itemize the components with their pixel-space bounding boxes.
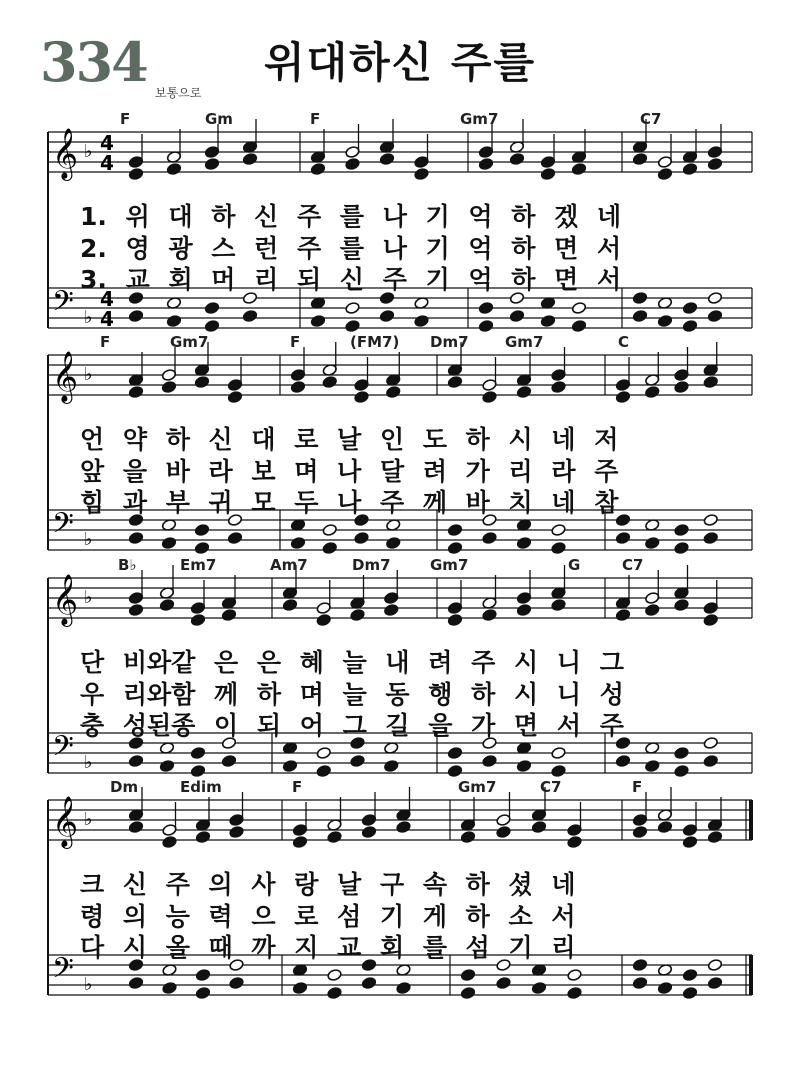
lyric-line: 1. 위 대 하 신 주 를 나 기 억 하 겠 네 bbox=[80, 202, 622, 231]
lyric-line: 2. 영 광 스 런 주 를 나 기 억 하 면 서 bbox=[80, 234, 622, 263]
lyric-line: 령 의 능 력 으 로 섬 기 게 하 소 서 bbox=[80, 902, 576, 931]
bass-note bbox=[703, 736, 718, 749]
bass-note bbox=[447, 541, 462, 554]
bass-note bbox=[674, 746, 689, 759]
bass-note bbox=[645, 536, 660, 549]
bass-note bbox=[703, 754, 718, 767]
bass-note bbox=[674, 764, 689, 777]
chord-symbol: C7 bbox=[540, 778, 562, 796]
key-flat-icon: ♭ bbox=[84, 587, 93, 608]
bass-note bbox=[128, 531, 143, 544]
bass-note bbox=[496, 976, 511, 989]
treble-note bbox=[447, 375, 462, 388]
bass-note bbox=[707, 309, 722, 322]
bass-clef-icon: 𝄢 bbox=[52, 730, 74, 770]
treble-note bbox=[447, 613, 462, 626]
treble-clef-icon: 𝄞 bbox=[52, 351, 79, 402]
lyric-line: 다 시 올 때 까 지 교 회 를 섬 기 리 bbox=[80, 933, 576, 962]
bass-note bbox=[195, 986, 210, 999]
treble-note bbox=[632, 152, 647, 165]
treble-note bbox=[674, 598, 689, 611]
treble-note bbox=[166, 162, 181, 175]
chord-symbol: (FM7) bbox=[350, 333, 400, 351]
chord-symbol: Dm7 bbox=[352, 556, 391, 574]
bass-note bbox=[460, 986, 475, 999]
treble-note bbox=[615, 390, 630, 403]
bass-note bbox=[161, 536, 176, 549]
chord-symbol: Edim bbox=[180, 778, 222, 796]
bass-note bbox=[478, 319, 493, 332]
bass-note bbox=[310, 314, 325, 327]
lyric-line: 힘 과 부 귀 모 두 나 주 께 바 치 네 참 bbox=[80, 488, 619, 517]
lyric-line: 충 성된종 이 되 어 그 길 을 가 면 서 주 bbox=[80, 711, 624, 740]
treble-note bbox=[707, 157, 722, 170]
bass-note bbox=[657, 981, 672, 994]
chord-symbol: Dm7 bbox=[430, 333, 469, 351]
bass-note bbox=[128, 309, 143, 322]
bass-note bbox=[379, 309, 394, 322]
chord-symbol: C7 bbox=[640, 110, 662, 128]
bass-note bbox=[703, 513, 718, 526]
treble-note bbox=[159, 598, 174, 611]
bass-note bbox=[567, 968, 582, 981]
treble-note bbox=[632, 825, 647, 838]
chord-symbol: Dm bbox=[110, 778, 139, 796]
treble-note bbox=[645, 603, 660, 616]
bass-note bbox=[447, 746, 462, 759]
treble-note bbox=[707, 830, 722, 843]
treble-note bbox=[128, 385, 143, 398]
treble-note bbox=[242, 152, 257, 165]
treble-note bbox=[361, 825, 376, 838]
treble-clef-icon: 𝄞 bbox=[52, 128, 79, 179]
bass-note bbox=[632, 976, 647, 989]
treble-clef-icon: 𝄞 bbox=[52, 574, 79, 625]
bass-note bbox=[194, 523, 209, 536]
bass-note bbox=[354, 531, 369, 544]
treble-note bbox=[531, 820, 546, 833]
treble-note bbox=[128, 820, 143, 833]
bass-note bbox=[190, 746, 205, 759]
treble-note bbox=[128, 167, 143, 180]
bass-note bbox=[386, 536, 401, 549]
bass-note bbox=[551, 746, 566, 759]
treble-note bbox=[227, 390, 242, 403]
chord-symbol: Em7 bbox=[180, 556, 217, 574]
bass-note bbox=[682, 968, 697, 981]
bass-note bbox=[531, 981, 546, 994]
bass-note bbox=[632, 291, 647, 304]
bass-note bbox=[707, 291, 722, 304]
bass-note bbox=[657, 314, 672, 327]
treble-note bbox=[516, 385, 531, 398]
bass-note bbox=[509, 309, 524, 322]
lyric-line: 크 신 주 의 사 랑 날 구 속 하 셨 네 bbox=[80, 870, 576, 899]
treble-note bbox=[682, 162, 697, 175]
chord-symbol: Gm7 bbox=[430, 556, 469, 574]
bass-note bbox=[674, 541, 689, 554]
treble-note bbox=[345, 157, 360, 170]
bass-note bbox=[516, 759, 531, 772]
key-flat-icon: ♭ bbox=[84, 529, 93, 550]
treble-note bbox=[682, 835, 697, 848]
chord-symbol: Am7 bbox=[270, 556, 308, 574]
lyric-line: 3. 교 회 머 리 되 신 주 기 억 하 면 서 bbox=[80, 265, 622, 294]
bass-note bbox=[159, 759, 174, 772]
bass-note bbox=[632, 958, 647, 971]
bass-note bbox=[195, 968, 210, 981]
key-flat-icon: ♭ bbox=[84, 752, 93, 773]
treble-note bbox=[379, 152, 394, 165]
bass-note bbox=[292, 981, 307, 994]
bass-note bbox=[166, 314, 181, 327]
treble-note bbox=[571, 162, 586, 175]
bass-note bbox=[229, 976, 244, 989]
bass-note bbox=[221, 754, 236, 767]
bass-note bbox=[551, 764, 566, 777]
time-signature: 4 bbox=[100, 151, 114, 175]
bass-note bbox=[204, 301, 219, 314]
bass-note bbox=[242, 309, 257, 322]
treble-note bbox=[282, 598, 297, 611]
treble-note bbox=[482, 608, 497, 621]
bass-note bbox=[345, 301, 360, 314]
key-flat-icon: ♭ bbox=[84, 141, 93, 162]
chord-symbol: C bbox=[618, 333, 630, 351]
chord-symbol: F bbox=[632, 778, 643, 796]
treble-clef-icon: 𝄞 bbox=[52, 796, 79, 847]
bass-note bbox=[447, 764, 462, 777]
treble-note bbox=[482, 390, 497, 403]
treble-note bbox=[703, 375, 718, 388]
treble-note bbox=[674, 380, 689, 393]
bass-note bbox=[540, 314, 555, 327]
final-barline-thick bbox=[749, 800, 753, 840]
bass-note bbox=[316, 764, 331, 777]
time-signature: 4 bbox=[100, 307, 114, 331]
treble-note bbox=[496, 825, 511, 838]
chord-symbol: Gm bbox=[205, 110, 233, 128]
treble-note bbox=[567, 835, 582, 848]
chord-symbol: F bbox=[290, 333, 301, 351]
treble-note bbox=[327, 830, 342, 843]
final-barline-thick bbox=[749, 955, 753, 995]
bass-clef-icon: 𝄢 bbox=[52, 507, 74, 547]
bass-note bbox=[350, 754, 365, 767]
bass-note bbox=[447, 523, 462, 536]
bass-note bbox=[645, 759, 660, 772]
chord-symbol: Gm7 bbox=[458, 778, 497, 796]
bass-note bbox=[128, 976, 143, 989]
treble-note bbox=[292, 835, 307, 848]
bass-note bbox=[615, 754, 630, 767]
key-flat-icon: ♭ bbox=[84, 809, 93, 830]
chord-symbol: Gm7 bbox=[460, 110, 499, 128]
bass-note bbox=[551, 523, 566, 536]
treble-note bbox=[657, 167, 672, 180]
bass-note bbox=[316, 746, 331, 759]
bass-note bbox=[707, 958, 722, 971]
chord-symbol: Gm7 bbox=[505, 333, 544, 351]
bass-note bbox=[682, 301, 697, 314]
bass-note bbox=[322, 541, 337, 554]
bass-note bbox=[361, 976, 376, 989]
bass-note bbox=[703, 531, 718, 544]
treble-note bbox=[414, 167, 429, 180]
treble-note bbox=[396, 820, 411, 833]
bass-clef-icon: 𝄢 bbox=[52, 285, 74, 325]
treble-note bbox=[615, 608, 630, 621]
treble-note bbox=[161, 380, 176, 393]
treble-note bbox=[204, 157, 219, 170]
bass-note bbox=[571, 319, 586, 332]
chord-symbol: F bbox=[100, 333, 111, 351]
treble-note bbox=[195, 830, 210, 843]
hymn-number: 334 bbox=[40, 30, 147, 94]
chord-symbol: F bbox=[120, 110, 131, 128]
bass-note bbox=[282, 759, 297, 772]
time-signature: 4 bbox=[100, 131, 114, 155]
bass-note bbox=[190, 764, 205, 777]
bass-note bbox=[327, 968, 342, 981]
bass-note bbox=[384, 759, 399, 772]
bass-note bbox=[162, 981, 177, 994]
treble-note bbox=[350, 608, 365, 621]
bass-note bbox=[571, 301, 586, 314]
treble-note bbox=[194, 375, 209, 388]
bass-note bbox=[414, 314, 429, 327]
treble-note bbox=[384, 603, 399, 616]
bass-note bbox=[322, 523, 337, 536]
treble-note bbox=[551, 380, 566, 393]
treble-note bbox=[645, 385, 660, 398]
treble-note bbox=[657, 820, 672, 833]
key-flat-icon: ♭ bbox=[84, 364, 93, 385]
bass-note bbox=[632, 309, 647, 322]
bass-note bbox=[128, 754, 143, 767]
bass-note bbox=[567, 986, 582, 999]
bass-note bbox=[516, 536, 531, 549]
chord-symbol: B♭ bbox=[118, 556, 137, 574]
treble-note bbox=[703, 613, 718, 626]
treble-note bbox=[386, 385, 401, 398]
treble-note bbox=[310, 162, 325, 175]
hymn-title: 위대하신 주를 bbox=[263, 38, 537, 87]
bass-note bbox=[674, 523, 689, 536]
lyric-line: 단 비와같 은 은 혜 늘 내 려 주 시 니 그 bbox=[80, 648, 624, 677]
treble-note bbox=[316, 613, 331, 626]
bass-note bbox=[460, 968, 475, 981]
treble-note bbox=[221, 608, 236, 621]
tempo-marking: 보통으로 bbox=[155, 86, 202, 100]
treble-note bbox=[162, 835, 177, 848]
treble-note bbox=[540, 167, 555, 180]
treble-note bbox=[478, 157, 493, 170]
bass-note bbox=[482, 754, 497, 767]
chord-symbol: Gm7 bbox=[170, 333, 209, 351]
treble-note bbox=[128, 603, 143, 616]
chord-symbol: G bbox=[568, 556, 581, 574]
bass-note bbox=[682, 986, 697, 999]
lyric-line: 언 약 하 신 대 로 날 인 도 하 시 네 저 bbox=[80, 425, 619, 454]
bass-note bbox=[478, 301, 493, 314]
bass-note bbox=[482, 531, 497, 544]
bass-note bbox=[615, 531, 630, 544]
chord-symbol: F bbox=[292, 778, 303, 796]
bass-note bbox=[396, 981, 411, 994]
treble-note bbox=[354, 390, 369, 403]
key-flat-icon: ♭ bbox=[84, 974, 93, 995]
bass-note bbox=[204, 319, 219, 332]
bass-note bbox=[707, 976, 722, 989]
treble-note bbox=[190, 613, 205, 626]
chord-symbol: C7 bbox=[622, 556, 644, 574]
bass-note bbox=[194, 541, 209, 554]
bass-note bbox=[551, 541, 566, 554]
lyric-line: 우 리와함 께 하 며 늘 동 행 하 시 니 성 bbox=[80, 680, 624, 709]
bass-note bbox=[327, 986, 342, 999]
treble-note bbox=[509, 152, 524, 165]
treble-note bbox=[551, 598, 566, 611]
bass-note bbox=[345, 319, 360, 332]
lyric-line: 앞 을 바 라 보 며 나 달 려 가 리 라 주 bbox=[80, 457, 619, 486]
bass-note bbox=[682, 319, 697, 332]
treble-note bbox=[516, 603, 531, 616]
treble-note bbox=[229, 825, 244, 838]
treble-note bbox=[322, 375, 337, 388]
bass-note bbox=[227, 531, 242, 544]
treble-note bbox=[460, 830, 475, 843]
key-flat-icon: ♭ bbox=[84, 307, 93, 328]
treble-note bbox=[290, 380, 305, 393]
bass-clef-icon: 𝄢 bbox=[52, 952, 74, 992]
time-signature: 4 bbox=[100, 287, 114, 311]
chord-symbol: F bbox=[310, 110, 321, 128]
bass-note bbox=[290, 536, 305, 549]
